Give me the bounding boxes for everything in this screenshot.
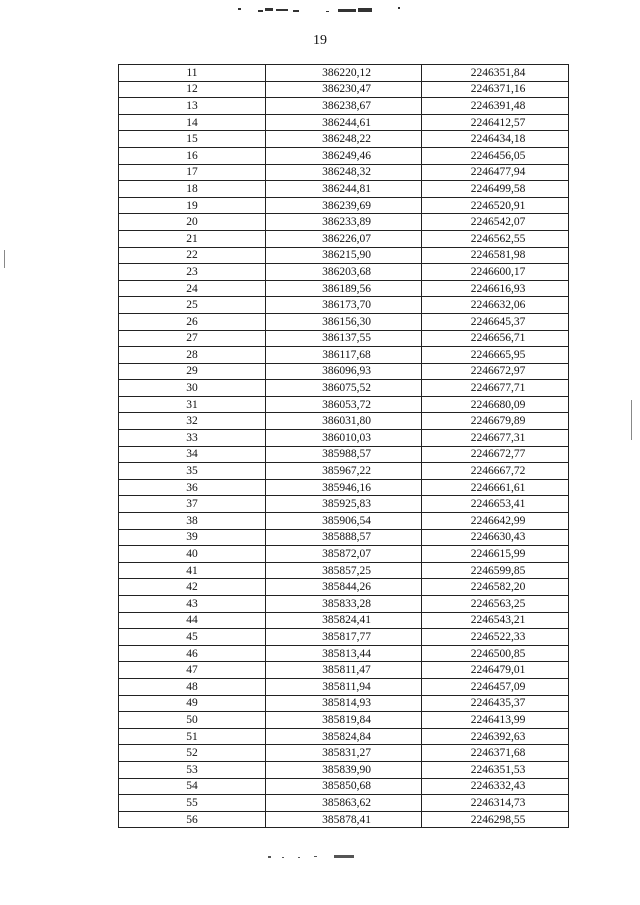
point-number-cell: 53 bbox=[119, 761, 266, 778]
point-number-cell: 23 bbox=[119, 264, 266, 281]
point-number-cell: 56 bbox=[119, 811, 266, 828]
table-row bbox=[119, 363, 569, 380]
table-row bbox=[119, 479, 569, 496]
y-coordinate-cell: 2246563,25 bbox=[422, 596, 569, 613]
y-coordinate-cell: 2246679,89 bbox=[422, 413, 569, 430]
y-coordinate-cell: 2246630,43 bbox=[422, 529, 569, 546]
x-coordinate-cell: 385925,83 bbox=[266, 496, 422, 513]
point-number-cell: 16 bbox=[119, 147, 266, 164]
y-coordinate-cell: 2246520,91 bbox=[422, 197, 569, 214]
table-row bbox=[119, 197, 569, 214]
point-number-cell: 19 bbox=[119, 197, 266, 214]
y-coordinate-cell: 2246412,57 bbox=[422, 114, 569, 131]
point-number-cell: 37 bbox=[119, 496, 266, 513]
point-number-cell: 39 bbox=[119, 529, 266, 546]
y-coordinate-cell: 2246392,63 bbox=[422, 728, 569, 745]
x-coordinate-cell: 386215,90 bbox=[266, 247, 422, 264]
table-row bbox=[119, 745, 569, 762]
table-row bbox=[119, 131, 569, 148]
x-coordinate-cell: 385844,26 bbox=[266, 579, 422, 596]
table-row bbox=[119, 811, 569, 828]
scan-artifact-bottom bbox=[268, 852, 364, 860]
x-coordinate-cell: 385988,57 bbox=[266, 446, 422, 463]
table-row bbox=[119, 65, 569, 82]
x-coordinate-cell: 386075,52 bbox=[266, 380, 422, 397]
point-number-cell: 47 bbox=[119, 662, 266, 679]
y-coordinate-cell: 2246499,58 bbox=[422, 181, 569, 198]
coordinates-table-body bbox=[119, 65, 569, 828]
y-coordinate-cell: 2246582,20 bbox=[422, 579, 569, 596]
y-coordinate-cell: 2246543,21 bbox=[422, 612, 569, 629]
x-coordinate-cell: 386248,32 bbox=[266, 164, 422, 181]
scan-artifact-top bbox=[238, 2, 408, 16]
x-coordinate-cell: 385811,47 bbox=[266, 662, 422, 679]
table-row bbox=[119, 380, 569, 397]
y-coordinate-cell: 2246581,98 bbox=[422, 247, 569, 264]
point-number-cell: 32 bbox=[119, 413, 266, 430]
x-coordinate-cell: 385850,68 bbox=[266, 778, 422, 795]
point-number-cell: 38 bbox=[119, 513, 266, 530]
x-coordinate-cell: 385819,84 bbox=[266, 712, 422, 729]
y-coordinate-cell: 2246351,84 bbox=[422, 65, 569, 82]
x-coordinate-cell: 385906,54 bbox=[266, 513, 422, 530]
y-coordinate-cell: 2246542,07 bbox=[422, 214, 569, 231]
y-coordinate-cell: 2246680,09 bbox=[422, 396, 569, 413]
point-number-cell: 41 bbox=[119, 562, 266, 579]
y-coordinate-cell: 2246522,33 bbox=[422, 629, 569, 646]
x-coordinate-cell: 385824,41 bbox=[266, 612, 422, 629]
y-coordinate-cell: 2246391,48 bbox=[422, 98, 569, 115]
table-row bbox=[119, 446, 569, 463]
point-number-cell: 54 bbox=[119, 778, 266, 795]
point-number-cell: 35 bbox=[119, 463, 266, 480]
y-coordinate-cell: 2246615,99 bbox=[422, 546, 569, 563]
point-number-cell: 26 bbox=[119, 313, 266, 330]
x-coordinate-cell: 386220,12 bbox=[266, 65, 422, 82]
point-number-cell: 33 bbox=[119, 430, 266, 447]
point-number-cell: 24 bbox=[119, 280, 266, 297]
table-row bbox=[119, 114, 569, 131]
x-coordinate-cell: 386203,68 bbox=[266, 264, 422, 281]
table-row bbox=[119, 81, 569, 98]
y-coordinate-cell: 2246677,71 bbox=[422, 380, 569, 397]
table-row bbox=[119, 98, 569, 115]
table-row bbox=[119, 463, 569, 480]
table-row bbox=[119, 612, 569, 629]
page-number: 19 bbox=[313, 33, 327, 48]
x-coordinate-cell: 385967,22 bbox=[266, 463, 422, 480]
x-coordinate-cell: 386053,72 bbox=[266, 396, 422, 413]
point-number-cell: 36 bbox=[119, 479, 266, 496]
x-coordinate-cell: 385863,62 bbox=[266, 795, 422, 812]
y-coordinate-cell: 2246479,01 bbox=[422, 662, 569, 679]
point-number-cell: 49 bbox=[119, 695, 266, 712]
table-row bbox=[119, 413, 569, 430]
y-coordinate-cell: 2246656,71 bbox=[422, 330, 569, 347]
y-coordinate-cell: 2246371,16 bbox=[422, 81, 569, 98]
point-number-cell: 43 bbox=[119, 596, 266, 613]
point-number-cell: 18 bbox=[119, 181, 266, 198]
y-coordinate-cell: 2246672,77 bbox=[422, 446, 569, 463]
point-number-cell: 44 bbox=[119, 612, 266, 629]
y-coordinate-cell: 2246632,06 bbox=[422, 297, 569, 314]
point-number-cell: 25 bbox=[119, 297, 266, 314]
table-row bbox=[119, 396, 569, 413]
table-row bbox=[119, 662, 569, 679]
table-row bbox=[119, 247, 569, 264]
point-number-cell: 27 bbox=[119, 330, 266, 347]
point-number-cell: 21 bbox=[119, 230, 266, 247]
x-coordinate-cell: 385857,25 bbox=[266, 562, 422, 579]
table-row bbox=[119, 761, 569, 778]
y-coordinate-cell: 2246351,53 bbox=[422, 761, 569, 778]
x-coordinate-cell: 385831,27 bbox=[266, 745, 422, 762]
point-number-cell: 40 bbox=[119, 546, 266, 563]
table-row bbox=[119, 430, 569, 447]
point-number-cell: 46 bbox=[119, 645, 266, 662]
y-coordinate-cell: 2246672,97 bbox=[422, 363, 569, 380]
x-coordinate-cell: 386096,93 bbox=[266, 363, 422, 380]
point-number-cell: 17 bbox=[119, 164, 266, 181]
point-number-cell: 31 bbox=[119, 396, 266, 413]
table-row bbox=[119, 596, 569, 613]
y-coordinate-cell: 2246314,73 bbox=[422, 795, 569, 812]
y-coordinate-cell: 2246661,61 bbox=[422, 479, 569, 496]
x-coordinate-cell: 385872,07 bbox=[266, 546, 422, 563]
table-row bbox=[119, 147, 569, 164]
x-coordinate-cell: 385888,57 bbox=[266, 529, 422, 546]
x-coordinate-cell: 386248,22 bbox=[266, 131, 422, 148]
x-coordinate-cell: 386010,03 bbox=[266, 430, 422, 447]
x-coordinate-cell: 386244,81 bbox=[266, 181, 422, 198]
point-number-cell: 30 bbox=[119, 380, 266, 397]
point-number-cell: 45 bbox=[119, 629, 266, 646]
x-coordinate-cell: 386137,55 bbox=[266, 330, 422, 347]
table-row bbox=[119, 313, 569, 330]
y-coordinate-cell: 2246298,55 bbox=[422, 811, 569, 828]
point-number-cell: 14 bbox=[119, 114, 266, 131]
y-coordinate-cell: 2246477,94 bbox=[422, 164, 569, 181]
y-coordinate-cell: 2246677,31 bbox=[422, 430, 569, 447]
y-coordinate-cell: 2246645,37 bbox=[422, 313, 569, 330]
y-coordinate-cell: 2246667,72 bbox=[422, 463, 569, 480]
point-number-cell: 50 bbox=[119, 712, 266, 729]
table-row bbox=[119, 214, 569, 231]
x-coordinate-cell: 386249,46 bbox=[266, 147, 422, 164]
table-row bbox=[119, 347, 569, 364]
x-coordinate-cell: 386117,68 bbox=[266, 347, 422, 364]
x-coordinate-cell: 385814,93 bbox=[266, 695, 422, 712]
table-row bbox=[119, 629, 569, 646]
point-number-cell: 55 bbox=[119, 795, 266, 812]
x-coordinate-cell: 385813,44 bbox=[266, 645, 422, 662]
table-row bbox=[119, 579, 569, 596]
y-coordinate-cell: 2246332,43 bbox=[422, 778, 569, 795]
x-coordinate-cell: 385839,90 bbox=[266, 761, 422, 778]
y-coordinate-cell: 2246371,68 bbox=[422, 745, 569, 762]
point-number-cell: 52 bbox=[119, 745, 266, 762]
table-row bbox=[119, 230, 569, 247]
table-row bbox=[119, 546, 569, 563]
x-coordinate-cell: 385833,28 bbox=[266, 596, 422, 613]
y-coordinate-cell: 2246653,41 bbox=[422, 496, 569, 513]
y-coordinate-cell: 2246642,99 bbox=[422, 513, 569, 530]
x-coordinate-cell: 386233,89 bbox=[266, 214, 422, 231]
scan-edge-mark-left bbox=[4, 250, 5, 268]
table-row bbox=[119, 330, 569, 347]
y-coordinate-cell: 2246600,17 bbox=[422, 264, 569, 281]
x-coordinate-cell: 386156,30 bbox=[266, 313, 422, 330]
table-row bbox=[119, 529, 569, 546]
y-coordinate-cell: 2246616,93 bbox=[422, 280, 569, 297]
point-number-cell: 11 bbox=[119, 65, 266, 82]
point-number-cell: 12 bbox=[119, 81, 266, 98]
point-number-cell: 15 bbox=[119, 131, 266, 148]
point-number-cell: 20 bbox=[119, 214, 266, 231]
table-row bbox=[119, 795, 569, 812]
table-row bbox=[119, 678, 569, 695]
table-row bbox=[119, 496, 569, 513]
x-coordinate-cell: 385824,84 bbox=[266, 728, 422, 745]
table-row bbox=[119, 297, 569, 314]
point-number-cell: 28 bbox=[119, 347, 266, 364]
x-coordinate-cell: 386244,61 bbox=[266, 114, 422, 131]
x-coordinate-cell: 385817,77 bbox=[266, 629, 422, 646]
x-coordinate-cell: 386230,47 bbox=[266, 81, 422, 98]
x-coordinate-cell: 386239,69 bbox=[266, 197, 422, 214]
point-number-cell: 22 bbox=[119, 247, 266, 264]
scan-edge-mark-right bbox=[631, 400, 632, 440]
table-row bbox=[119, 728, 569, 745]
table-row bbox=[119, 264, 569, 281]
y-coordinate-cell: 2246599,85 bbox=[422, 562, 569, 579]
point-number-cell: 48 bbox=[119, 678, 266, 695]
x-coordinate-cell: 385946,16 bbox=[266, 479, 422, 496]
table-row bbox=[119, 280, 569, 297]
y-coordinate-cell: 2246435,37 bbox=[422, 695, 569, 712]
x-coordinate-cell: 386173,70 bbox=[266, 297, 422, 314]
x-coordinate-cell: 386189,56 bbox=[266, 280, 422, 297]
y-coordinate-cell: 2246665,95 bbox=[422, 347, 569, 364]
y-coordinate-cell: 2246500,85 bbox=[422, 645, 569, 662]
table-row bbox=[119, 181, 569, 198]
y-coordinate-cell: 2246456,05 bbox=[422, 147, 569, 164]
x-coordinate-cell: 385878,41 bbox=[266, 811, 422, 828]
point-number-cell: 29 bbox=[119, 363, 266, 380]
x-coordinate-cell: 385811,94 bbox=[266, 678, 422, 695]
table-row bbox=[119, 164, 569, 181]
coordinates-table bbox=[118, 64, 569, 828]
x-coordinate-cell: 386226,07 bbox=[266, 230, 422, 247]
point-number-cell: 34 bbox=[119, 446, 266, 463]
x-coordinate-cell: 386238,67 bbox=[266, 98, 422, 115]
point-number-cell: 42 bbox=[119, 579, 266, 596]
point-number-cell: 13 bbox=[119, 98, 266, 115]
y-coordinate-cell: 2246457,09 bbox=[422, 678, 569, 695]
table-row bbox=[119, 645, 569, 662]
table-row bbox=[119, 562, 569, 579]
table-row bbox=[119, 712, 569, 729]
table-row bbox=[119, 513, 569, 530]
table-row bbox=[119, 695, 569, 712]
y-coordinate-cell: 2246562,55 bbox=[422, 230, 569, 247]
x-coordinate-cell: 386031,80 bbox=[266, 413, 422, 430]
point-number-cell: 51 bbox=[119, 728, 266, 745]
y-coordinate-cell: 2246434,18 bbox=[422, 131, 569, 148]
table-row bbox=[119, 778, 569, 795]
y-coordinate-cell: 2246413,99 bbox=[422, 712, 569, 729]
